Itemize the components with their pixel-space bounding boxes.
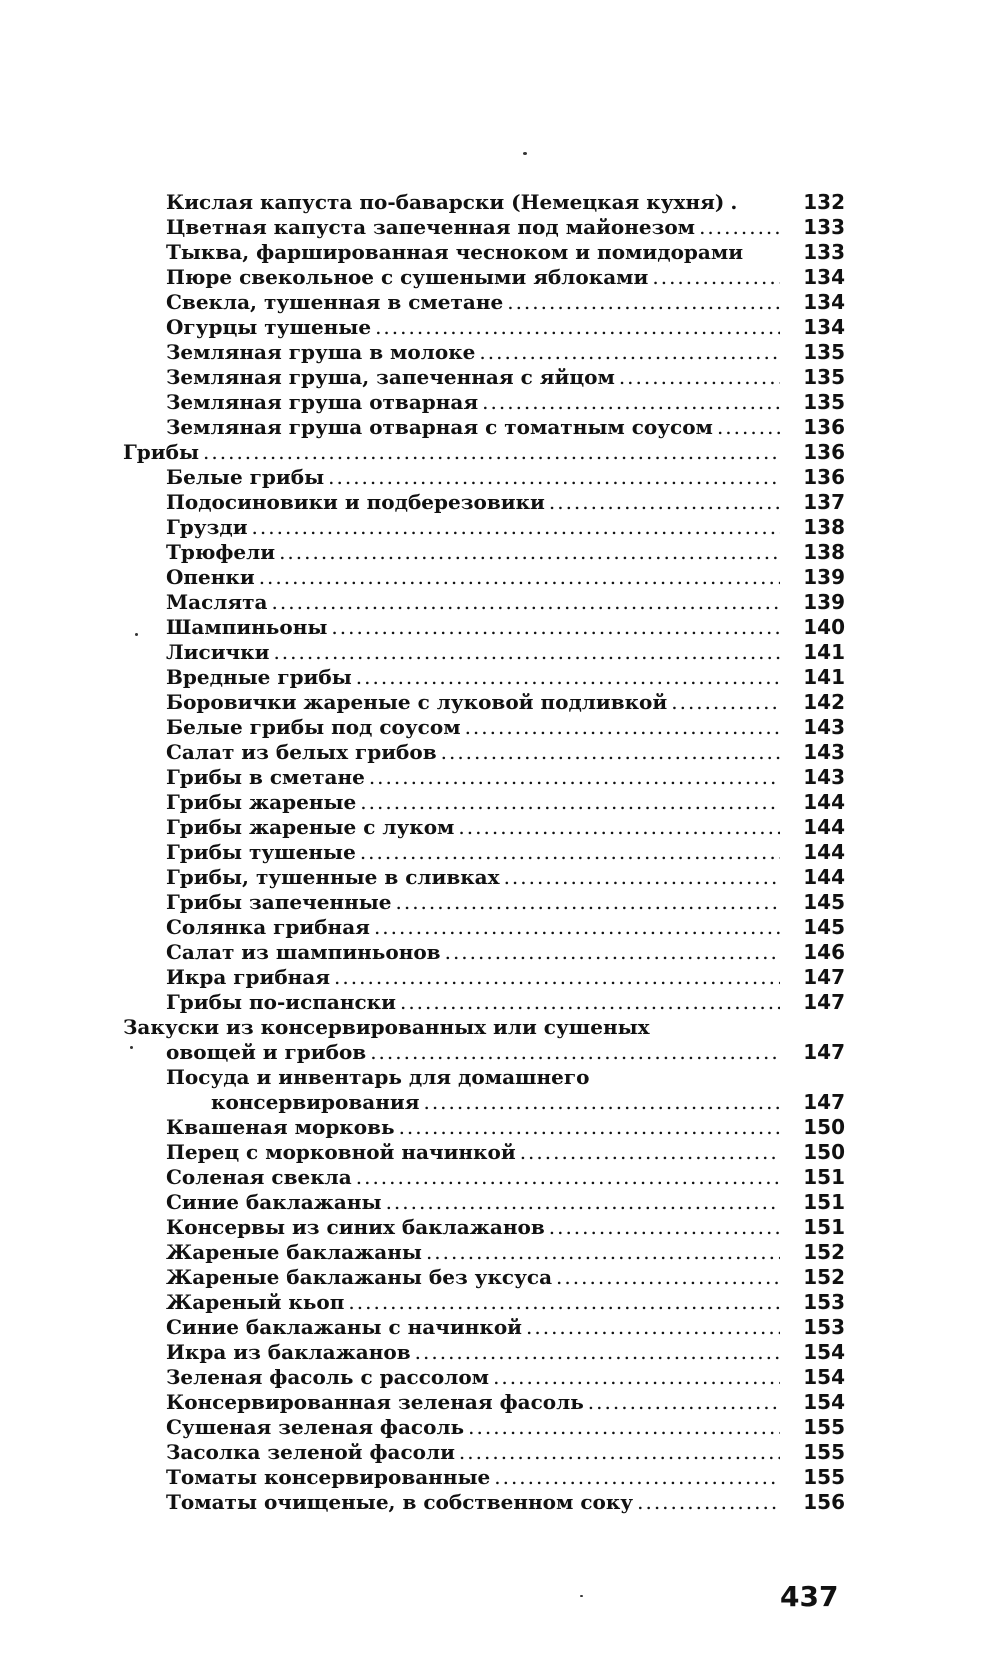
toc-page-number: 135 bbox=[803, 390, 845, 414]
toc-leader-dots bbox=[360, 840, 780, 865]
toc-title: Боровички жареные с луковой подливкой bbox=[166, 690, 668, 714]
toc-leader-dots bbox=[356, 665, 780, 690]
toc-leader-dots bbox=[273, 640, 780, 665]
toc-row bbox=[0, 465, 1000, 490]
toc-title-wrap bbox=[166, 1415, 780, 1440]
toc-row bbox=[0, 215, 1000, 240]
toc-title: Жареные баклажаны без уксуса bbox=[166, 1265, 553, 1289]
toc-page-number: 143 bbox=[803, 715, 845, 739]
toc-row bbox=[0, 690, 1000, 715]
toc-title-wrap bbox=[166, 890, 780, 915]
toc-title: Белые грибы под соусом bbox=[166, 715, 461, 739]
toc-page-number: 154 bbox=[803, 1340, 845, 1364]
toc-title: Земляная груша отварная bbox=[166, 390, 479, 414]
toc-title-wrap bbox=[166, 265, 780, 290]
toc-page-number: 136 bbox=[803, 415, 845, 439]
toc-title: Грибы bbox=[123, 440, 200, 464]
toc-row bbox=[0, 1090, 1000, 1115]
toc-title-wrap bbox=[166, 540, 780, 565]
toc-page-number: 147 bbox=[803, 1040, 845, 1064]
toc-title-wrap bbox=[166, 1390, 780, 1415]
toc-page-number: 151 bbox=[803, 1165, 845, 1189]
toc-row bbox=[0, 565, 1000, 590]
toc-page-number: 147 bbox=[803, 1090, 845, 1114]
toc-row bbox=[0, 790, 1000, 815]
toc-leader-dots bbox=[507, 290, 780, 315]
toc-page-number: 136 bbox=[803, 465, 845, 489]
toc-leader-dots bbox=[493, 1365, 780, 1390]
toc-row bbox=[0, 590, 1000, 615]
toc-row bbox=[0, 540, 1000, 565]
toc-title: Салат из белых грибов bbox=[166, 740, 437, 764]
toc-leader-dots bbox=[671, 690, 780, 715]
toc-leader-dots bbox=[348, 1290, 780, 1315]
toc-title: Квашеная морковь bbox=[166, 1115, 395, 1139]
toc-page-number: 133 bbox=[803, 240, 845, 264]
toc-title: Грибы по-испански bbox=[166, 990, 396, 1014]
toc-leader-dots bbox=[619, 365, 780, 390]
toc-page-number: 143 bbox=[803, 765, 845, 789]
toc-row bbox=[0, 1440, 1000, 1465]
toc-title-wrap bbox=[166, 290, 780, 315]
toc-row bbox=[0, 1390, 1000, 1415]
toc-title-wrap bbox=[166, 1190, 780, 1215]
toc-title-wrap bbox=[166, 1365, 780, 1390]
toc-title: Консервы из синих баклажанов bbox=[166, 1215, 545, 1239]
toc-page-number: 144 bbox=[803, 865, 845, 889]
toc-title: Зеленая фасоль с рассолом bbox=[166, 1365, 490, 1389]
toc-title: Пюре свекольное с сушеными яблоками bbox=[166, 265, 649, 289]
toc-title: Солянка грибная bbox=[166, 915, 370, 939]
scan-speck bbox=[580, 1595, 583, 1597]
toc-title-wrap bbox=[166, 840, 780, 865]
toc-leader-dots bbox=[494, 1465, 780, 1490]
toc-leader-dots bbox=[468, 1415, 780, 1440]
toc-page-number: 156 bbox=[803, 1490, 845, 1514]
toc-leader-dots bbox=[717, 415, 780, 440]
toc-row bbox=[0, 1240, 1000, 1265]
toc-title: Грибы, тушенные в сливках bbox=[166, 865, 500, 889]
toc-leader-dots bbox=[526, 1315, 780, 1340]
toc-page-number: 150 bbox=[803, 1115, 845, 1139]
toc-title: Маслята bbox=[166, 590, 268, 614]
toc-page-number: 147 bbox=[803, 990, 845, 1014]
toc-row bbox=[0, 315, 1000, 340]
toc-leader-dots bbox=[375, 315, 780, 340]
toc-title-wrap bbox=[166, 490, 780, 515]
toc-page-number: 139 bbox=[803, 565, 845, 589]
toc-row bbox=[0, 1465, 1000, 1490]
toc-row bbox=[0, 890, 1000, 915]
toc-row bbox=[0, 1015, 1000, 1040]
toc-title: консервирования bbox=[211, 1090, 420, 1114]
toc-leader-dots bbox=[445, 940, 780, 965]
toc-title-wrap bbox=[166, 990, 780, 1015]
toc-title: Томаты очищеные, в собственном соку bbox=[166, 1490, 634, 1514]
toc-title-wrap bbox=[166, 1290, 780, 1315]
toc-row bbox=[0, 390, 1000, 415]
toc-row bbox=[0, 1040, 1000, 1065]
table-of-contents bbox=[0, 190, 1000, 1515]
toc-title-wrap bbox=[166, 1490, 780, 1515]
toc-title: Посуда и инвентарь для домашнего bbox=[166, 1065, 590, 1089]
toc-row bbox=[0, 765, 1000, 790]
toc-row bbox=[0, 1140, 1000, 1165]
toc-title: Подосиновики и подберезовики bbox=[166, 490, 545, 514]
toc-row bbox=[0, 340, 1000, 365]
toc-row bbox=[0, 865, 1000, 890]
toc-title: Грибы тушеные bbox=[166, 840, 356, 864]
scan-speck bbox=[523, 152, 527, 155]
toc-title: Консервированная зеленая фасоль bbox=[166, 1390, 584, 1414]
toc-page-number: 152 bbox=[803, 1265, 845, 1289]
toc-row bbox=[0, 615, 1000, 640]
toc-title-wrap bbox=[166, 665, 780, 690]
toc-page-number: 145 bbox=[803, 890, 845, 914]
toc-row bbox=[0, 1290, 1000, 1315]
toc-title-wrap bbox=[166, 740, 780, 765]
toc-row bbox=[0, 915, 1000, 940]
toc-title: Икра грибная bbox=[166, 965, 331, 989]
page-number: 437 bbox=[780, 1580, 839, 1613]
toc-title-wrap bbox=[166, 1240, 780, 1265]
toc-page-number: 134 bbox=[803, 290, 845, 314]
toc-row bbox=[0, 1340, 1000, 1365]
toc-row bbox=[0, 515, 1000, 540]
toc-title-wrap bbox=[166, 315, 780, 340]
toc-title: Цветная капуста запеченная под майонезом bbox=[166, 215, 696, 239]
toc-title-wrap bbox=[123, 440, 780, 465]
toc-title-wrap bbox=[166, 515, 780, 540]
toc-row bbox=[0, 665, 1000, 690]
toc-title: Закуски из консервированных или сушеных bbox=[123, 1015, 650, 1039]
toc-leader-dots bbox=[331, 615, 780, 640]
toc-row bbox=[0, 815, 1000, 840]
toc-leader-dots bbox=[426, 1240, 780, 1265]
toc-page-number: 138 bbox=[803, 515, 845, 539]
toc-title-suffix: . bbox=[730, 190, 738, 214]
toc-leader-dots bbox=[458, 815, 780, 840]
toc-title-wrap bbox=[166, 715, 780, 740]
toc-title-wrap bbox=[166, 1165, 780, 1190]
toc-title-wrap bbox=[166, 365, 780, 390]
toc-row bbox=[0, 640, 1000, 665]
toc-leader-dots bbox=[374, 915, 780, 940]
toc-page-number: 155 bbox=[803, 1465, 845, 1489]
toc-title-wrap bbox=[166, 790, 780, 815]
toc-leader-dots bbox=[441, 740, 780, 765]
toc-leader-dots bbox=[699, 215, 780, 240]
toc-title-wrap bbox=[123, 1015, 780, 1040]
toc-page-number: 155 bbox=[803, 1415, 845, 1439]
toc-title-wrap bbox=[166, 565, 780, 590]
toc-title: овощей и грибов bbox=[166, 1040, 367, 1064]
toc-row bbox=[0, 1365, 1000, 1390]
toc-title: Вредные грибы bbox=[166, 665, 352, 689]
toc-leader-dots bbox=[334, 965, 780, 990]
toc-title-wrap bbox=[166, 865, 780, 890]
toc-title-wrap bbox=[166, 390, 780, 415]
toc-leader-dots bbox=[356, 1165, 780, 1190]
toc-row bbox=[0, 1165, 1000, 1190]
toc-leader-dots bbox=[479, 340, 780, 365]
toc-title: Грибы в сметане bbox=[166, 765, 365, 789]
toc-row bbox=[0, 1215, 1000, 1240]
toc-leader-dots bbox=[252, 515, 780, 540]
toc-title-wrap bbox=[166, 215, 780, 240]
toc-title: Грузди bbox=[166, 515, 248, 539]
toc-title: Шампиньоны bbox=[166, 615, 328, 639]
toc-page-number: 140 bbox=[803, 615, 845, 639]
toc-title: Трюфели bbox=[166, 540, 276, 564]
toc-row bbox=[0, 1115, 1000, 1140]
toc-row bbox=[0, 265, 1000, 290]
toc-leader-dots bbox=[504, 865, 780, 890]
toc-page-number: 136 bbox=[803, 440, 845, 464]
toc-title: Сушеная зеленая фасоль bbox=[166, 1415, 465, 1439]
toc-page-number: 139 bbox=[803, 590, 845, 614]
toc-title: Опенки bbox=[166, 565, 255, 589]
toc-page-number: 144 bbox=[803, 815, 845, 839]
toc-title: Синие баклажаны bbox=[166, 1190, 382, 1214]
toc-leader-dots bbox=[465, 715, 780, 740]
toc-title: Засолка зеленой фасоли bbox=[166, 1440, 455, 1464]
toc-leader-dots bbox=[395, 890, 780, 915]
toc-leader-dots bbox=[637, 1490, 780, 1515]
toc-page-number: 147 bbox=[803, 965, 845, 989]
toc-page-number: 155 bbox=[803, 1440, 845, 1464]
toc-title: Соленая свекла bbox=[166, 1165, 352, 1189]
toc-title-wrap bbox=[166, 1265, 780, 1290]
toc-title-wrap bbox=[166, 465, 780, 490]
toc-leader-dots bbox=[203, 440, 780, 465]
toc-page-number: 141 bbox=[803, 665, 845, 689]
scan-speck bbox=[135, 633, 138, 636]
toc-leader-dots bbox=[259, 565, 780, 590]
toc-row bbox=[0, 1490, 1000, 1515]
toc-title-wrap bbox=[166, 940, 780, 965]
toc-title-wrap bbox=[166, 1115, 780, 1140]
toc-title-wrap bbox=[166, 190, 780, 215]
toc-leader-dots bbox=[556, 1265, 780, 1290]
toc-title: Огурцы тушеные bbox=[166, 315, 372, 339]
toc-title: Земляная груша, запеченная с яйцом bbox=[166, 365, 615, 389]
toc-title-wrap bbox=[166, 590, 780, 615]
toc-leader-dots bbox=[520, 1140, 780, 1165]
toc-title-wrap bbox=[166, 915, 780, 940]
toc-row bbox=[0, 1065, 1000, 1090]
toc-row bbox=[0, 415, 1000, 440]
toc-title-wrap bbox=[166, 340, 780, 365]
toc-title: Свекла, тушенная в сметане bbox=[166, 290, 504, 314]
toc-leader-dots bbox=[370, 1040, 780, 1065]
toc-page-number: 143 bbox=[803, 740, 845, 764]
toc-title-wrap bbox=[166, 240, 780, 265]
toc-title-wrap bbox=[166, 1340, 780, 1365]
toc-title-wrap bbox=[166, 1465, 780, 1490]
toc-title: Земляная груша в молоке bbox=[166, 340, 476, 364]
toc-page-number: 144 bbox=[803, 790, 845, 814]
toc-page-number: 153 bbox=[803, 1290, 845, 1314]
toc-title: Икра из баклажанов bbox=[166, 1340, 411, 1364]
toc-page-number: 151 bbox=[803, 1215, 845, 1239]
toc-page-number: 132 bbox=[803, 190, 845, 214]
toc-page-number: 146 bbox=[803, 940, 845, 964]
toc-leader-dots bbox=[415, 1340, 780, 1365]
toc-row bbox=[0, 965, 1000, 990]
toc-title-wrap bbox=[166, 690, 780, 715]
toc-page-number: 133 bbox=[803, 215, 845, 239]
scan-speck bbox=[130, 1046, 133, 1049]
toc-title: Лисички bbox=[166, 640, 270, 664]
toc-leader-dots bbox=[588, 1390, 780, 1415]
toc-page-number: 150 bbox=[803, 1140, 845, 1164]
toc-page-number: 145 bbox=[803, 915, 845, 939]
toc-row bbox=[0, 840, 1000, 865]
toc-leader-dots bbox=[423, 1090, 780, 1115]
toc-title: Грибы жареные bbox=[166, 790, 357, 814]
toc-title: Синие баклажаны с начинкой bbox=[166, 1315, 522, 1339]
toc-row bbox=[0, 240, 1000, 265]
toc-title: Жареные баклажаны bbox=[166, 1240, 422, 1264]
toc-page-number: 137 bbox=[803, 490, 845, 514]
toc-leader-dots bbox=[272, 590, 780, 615]
toc-leader-dots bbox=[549, 490, 780, 515]
toc-title: Тыква, фаршированная чесноком и помидорами bbox=[166, 240, 744, 264]
toc-leader-dots bbox=[386, 1190, 780, 1215]
toc-row bbox=[0, 1315, 1000, 1340]
toc-title-wrap bbox=[166, 615, 780, 640]
toc-page-number: 138 bbox=[803, 540, 845, 564]
toc-page-number: 135 bbox=[803, 365, 845, 389]
toc-row bbox=[0, 365, 1000, 390]
toc-title-wrap bbox=[166, 1440, 780, 1465]
toc-leader-dots bbox=[399, 1115, 780, 1140]
toc-title: Салат из шампиньонов bbox=[166, 940, 441, 964]
toc-row bbox=[0, 1265, 1000, 1290]
toc-row bbox=[0, 290, 1000, 315]
toc-title: Грибы жареные с луком bbox=[166, 815, 455, 839]
toc-page-number: 135 bbox=[803, 340, 845, 364]
toc-row bbox=[0, 740, 1000, 765]
toc-page-number: 154 bbox=[803, 1390, 845, 1414]
toc-title: Жареный кьоп bbox=[166, 1290, 345, 1314]
toc-leader-dots bbox=[400, 990, 780, 1015]
toc-row bbox=[0, 1190, 1000, 1215]
toc-row bbox=[0, 440, 1000, 465]
toc-leader-dots bbox=[328, 465, 780, 490]
toc-page-number: 134 bbox=[803, 265, 845, 289]
toc-page-number: 142 bbox=[803, 690, 845, 714]
toc-title-wrap bbox=[166, 765, 780, 790]
toc-leader-dots bbox=[459, 1440, 780, 1465]
toc-title: Белые грибы bbox=[166, 465, 325, 489]
toc-title: Земляная груша отварная с томатным соусом bbox=[166, 415, 713, 439]
toc-page-number: 134 bbox=[803, 315, 845, 339]
toc-row bbox=[0, 490, 1000, 515]
toc-title-wrap bbox=[166, 640, 780, 665]
toc-page-number: 153 bbox=[803, 1315, 845, 1339]
toc-leader-dots bbox=[652, 265, 780, 290]
toc-title-wrap bbox=[166, 1065, 780, 1090]
toc-leader-dots bbox=[482, 390, 780, 415]
toc-row bbox=[0, 190, 1000, 215]
toc-leader-dots bbox=[279, 540, 780, 565]
toc-title-wrap bbox=[166, 815, 780, 840]
toc-title-wrap bbox=[166, 1040, 780, 1065]
toc-title: Грибы запеченные bbox=[166, 890, 392, 914]
toc-title-wrap bbox=[166, 1315, 780, 1340]
toc-title-wrap bbox=[166, 965, 780, 990]
toc-page-number: 144 bbox=[803, 840, 845, 864]
toc-row bbox=[0, 990, 1000, 1015]
toc-page-number: 151 bbox=[803, 1190, 845, 1214]
toc-title: Томаты консервированные bbox=[166, 1465, 491, 1489]
toc-row bbox=[0, 940, 1000, 965]
toc-leader-dots bbox=[369, 765, 780, 790]
toc-title-wrap bbox=[166, 1215, 780, 1240]
toc-leader-dots bbox=[360, 790, 780, 815]
toc-leader-dots bbox=[549, 1215, 780, 1240]
toc-title-wrap bbox=[166, 1140, 780, 1165]
toc-row bbox=[0, 1415, 1000, 1440]
toc-title: Перец с морковной начинкой bbox=[166, 1140, 516, 1164]
toc-title-wrap bbox=[211, 1090, 780, 1115]
toc-title: Кислая капуста по-баварски (Немецкая кухня) bbox=[166, 190, 725, 214]
toc-title-wrap bbox=[166, 415, 780, 440]
toc-page-number: 141 bbox=[803, 640, 845, 664]
toc-page-number: 154 bbox=[803, 1365, 845, 1389]
toc-row bbox=[0, 715, 1000, 740]
toc-page-number: 152 bbox=[803, 1240, 845, 1264]
